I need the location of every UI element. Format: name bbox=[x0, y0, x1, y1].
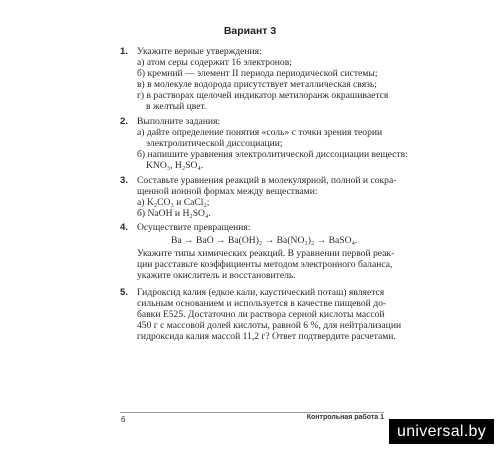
task-intro: Выполните задания: bbox=[137, 116, 221, 127]
task-text: 450 г с массовой долей кислоты, равной 6 %, для нейтрализации bbox=[137, 320, 402, 331]
task-item-continuation: KNO₃, H₂SO₄. bbox=[146, 160, 204, 171]
task-intro: щенной ионной формах между веществами: bbox=[137, 186, 318, 197]
task-number: 2. bbox=[120, 116, 129, 127]
task-item-continuation: электролитической диссоциации; bbox=[146, 138, 283, 149]
task-text: ции расставьте коэффициенты методом электронного баланса, bbox=[137, 259, 393, 270]
page-number: 6 bbox=[121, 415, 126, 424]
task-text: сильным основанием и используется в качестве пищевой до- bbox=[137, 298, 387, 309]
task-item: г) в растворах щелочей индикатор метилоранж окрашивается bbox=[137, 90, 389, 101]
task-intro: Составьте уравнения реакций в молекулярной, полной и сокра- bbox=[137, 175, 397, 186]
task-text: гидроксида калия массой 11,2 г? Ответ подтвердите расчетами. bbox=[137, 331, 396, 342]
reaction-chain: Ba → BaO → Ba(OH)₂ → Ba(NO₃)₂ → BaSO₄. bbox=[171, 235, 358, 246]
task-number: 1. bbox=[120, 46, 129, 57]
task-item: б) кремний — элемент II периода периодической системы; bbox=[137, 68, 378, 79]
task-item: б) NaOH и H₂SO₄. bbox=[137, 208, 211, 219]
task-number: 3. bbox=[120, 175, 129, 186]
task-item: а) K₂CO₃ и CaCl₂; bbox=[137, 197, 210, 208]
task-number: 4. bbox=[120, 222, 129, 233]
task-2 bbox=[120, 116, 408, 171]
task-1 bbox=[120, 46, 389, 112]
task-item: а) дайте определение понятия «соль» с точки зрения теории bbox=[137, 127, 383, 138]
task-text: Укажите типы химических реакций. В уравнении первой реак- bbox=[137, 248, 395, 259]
task-4 bbox=[120, 222, 395, 281]
task-intro: Осуществите превращения: bbox=[137, 222, 251, 233]
task-item: в) в молекуле водорода присутствует металлическая связь; bbox=[137, 79, 377, 90]
task-3 bbox=[120, 175, 397, 219]
footer-section-label: Контрольная работа 1 bbox=[306, 414, 384, 421]
task-item: а) атом серы содержит 16 электронов; bbox=[137, 57, 292, 68]
page-title: Вариант 3 bbox=[223, 25, 277, 37]
task-text: Гидроксид калия (едкое кали, каустический поташ) является bbox=[137, 287, 385, 298]
task-text: укажите окислитель и восстановитель. bbox=[137, 270, 296, 281]
task-item-continuation: в желтый цвет. bbox=[146, 101, 207, 112]
footer-divider bbox=[120, 412, 384, 413]
task-intro: Укажите верные утверждения: bbox=[137, 46, 262, 57]
task-item: б) напишите уравнения электролитической диссоциации веществ: bbox=[137, 149, 408, 160]
task-5 bbox=[120, 287, 402, 342]
task-text: бавки Е525. Достаточно ли раствора серной кислоты массой bbox=[137, 309, 385, 320]
task-number: 5. bbox=[120, 287, 129, 298]
watermark: universal.by bbox=[389, 419, 494, 444]
